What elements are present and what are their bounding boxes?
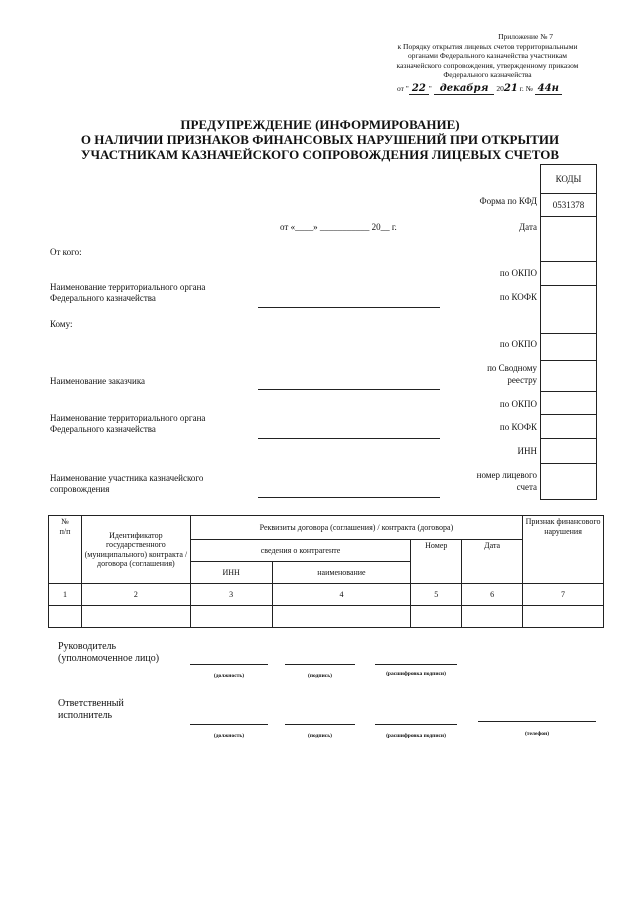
svod-code-cell [541, 360, 596, 391]
page-title-line2: О НАЛИЧИИ ПРИЗНАКОВ ФИНАНСОВЫХ НАРУШЕНИЙ ПРИ ОТКРЫТИИ [80, 132, 560, 147]
head-position-caption: (должность) [213, 673, 245, 679]
customer-name-field[interactable] [258, 389, 440, 390]
okpo-label: по ОКПО [499, 268, 537, 278]
kofk-label: по КОФК [499, 292, 537, 302]
executor-phone-caption: (телефон) [524, 731, 550, 737]
page-title-line1: ПРЕДУПРЕЖДЕНИЕ (ИНФОРМИРОВАНИЕ) [180, 117, 460, 132]
col-number-header: Номер [411, 540, 462, 584]
codes-header: КОДЫ [555, 174, 582, 184]
okpo-code-cell [541, 261, 596, 285]
appendix-note [380, 32, 595, 80]
col-num-header: № п/п [49, 516, 82, 584]
executor-signature-field[interactable] [285, 724, 355, 725]
executor-position-caption: (должность) [213, 733, 245, 739]
col-sign-header: Признак финансового нарушения [523, 516, 604, 584]
executor-decoding-caption: (расшифровка подписи) [386, 733, 446, 739]
date-label: Дата [519, 222, 537, 232]
head-signature-field[interactable] [285, 664, 355, 665]
kofk2-label: по КОФК [499, 422, 537, 432]
account-code-cell [541, 463, 596, 501]
handwritten-year: 21 [503, 83, 518, 94]
kofk-code-cell [541, 285, 596, 308]
participant-name-field[interactable] [258, 497, 440, 498]
date-line: от «____» ___________ 20__ г. [280, 222, 397, 232]
head-label: Руководитель (уполномоченное лицо) [58, 641, 160, 664]
executor-phone-field[interactable] [478, 721, 596, 722]
svod-label-2: реестру [507, 375, 537, 385]
okpo2-code-cell [541, 333, 596, 360]
head-decoding-caption: (расшифровка подписи) [386, 671, 446, 677]
executor-decoding-field[interactable] [375, 724, 457, 725]
executor-label: Ответственный исполнитель [58, 698, 124, 721]
inn-label: ИНН [517, 446, 537, 456]
okpo2-label: по ОКПО [499, 339, 537, 349]
head-position-field[interactable] [190, 664, 268, 665]
col-requisites-header: Реквизиты договора (соглашения) / контракта (договора) [190, 516, 522, 540]
col-name-header: наименование [272, 562, 411, 584]
territorial-organ-2-field[interactable] [258, 438, 440, 439]
executor-signature-caption: (подпись) [308, 733, 332, 739]
table-row[interactable] [49, 606, 604, 628]
appendix-line3: органами Федерального казначейства участникам [407, 51, 568, 60]
form-code-cell: 0531378 [541, 193, 596, 216]
territorial-organ-1: Наименование территориального органа Федерального казначейства [50, 282, 206, 303]
customer-name-label: Наименование заказчика [50, 376, 146, 386]
handwritten-month: декабря [434, 83, 495, 95]
from-label: От кого: [50, 247, 82, 257]
index-row: 1 2 3 4 5 6 7 [49, 584, 604, 606]
col-date-header: Дата [462, 540, 523, 584]
inn-code-cell [541, 438, 596, 463]
appendix-date: от " 22 " декабря 2021 г. № 44н [397, 84, 562, 94]
okpo3-label: по ОКПО [499, 399, 537, 409]
date-code-cell [541, 216, 596, 241]
codes-column [540, 164, 597, 500]
to-label: Кому: [50, 319, 73, 329]
form-kfd-label: Форма по КФД [479, 196, 537, 206]
page-title-line3: УЧАСТНИКАМ КАЗНАЧЕЙСКОГО СОПРОВОЖДЕНИЯ ЛИЦЕВЫХ СЧЕТОВ [80, 147, 560, 162]
svod-label-1: по Сводному [487, 363, 537, 373]
head-decoding-field[interactable] [375, 664, 457, 665]
col-inn-header: ИНН [190, 562, 272, 584]
col-contractor-header: сведения о контрагенте [190, 540, 411, 562]
account-label-2: счета [516, 482, 537, 492]
participant-name: Наименование участника казначейского сопровождения [50, 473, 204, 494]
appendix-line2: к Порядку открытия лицевых счетов территориальными [397, 41, 578, 51]
territorial-organ-1-field[interactable] [258, 307, 440, 308]
account-label-1: номер лицевого [476, 470, 537, 480]
appendix-line1: Приложение № 7 [498, 32, 553, 41]
okpo3-code-cell [541, 391, 596, 414]
appendix-line5: Федерального казначейства [443, 70, 532, 79]
handwritten-day: 22 [409, 83, 429, 95]
appendix-line4: казначейского сопровождения, утвержденному приказом [396, 60, 579, 70]
col-id-header: Идентификатор государственного (муниципального) контракта / договора (соглашения) [81, 516, 190, 584]
territorial-organ-2: Наименование территориального органа Федерального казначейства [50, 413, 206, 434]
kofk2-code-cell [541, 414, 596, 438]
head-signature-caption: (подпись) [308, 673, 332, 679]
violations-table [48, 515, 604, 628]
handwritten-order-number: 44н [535, 83, 562, 95]
executor-position-field[interactable] [190, 724, 268, 725]
